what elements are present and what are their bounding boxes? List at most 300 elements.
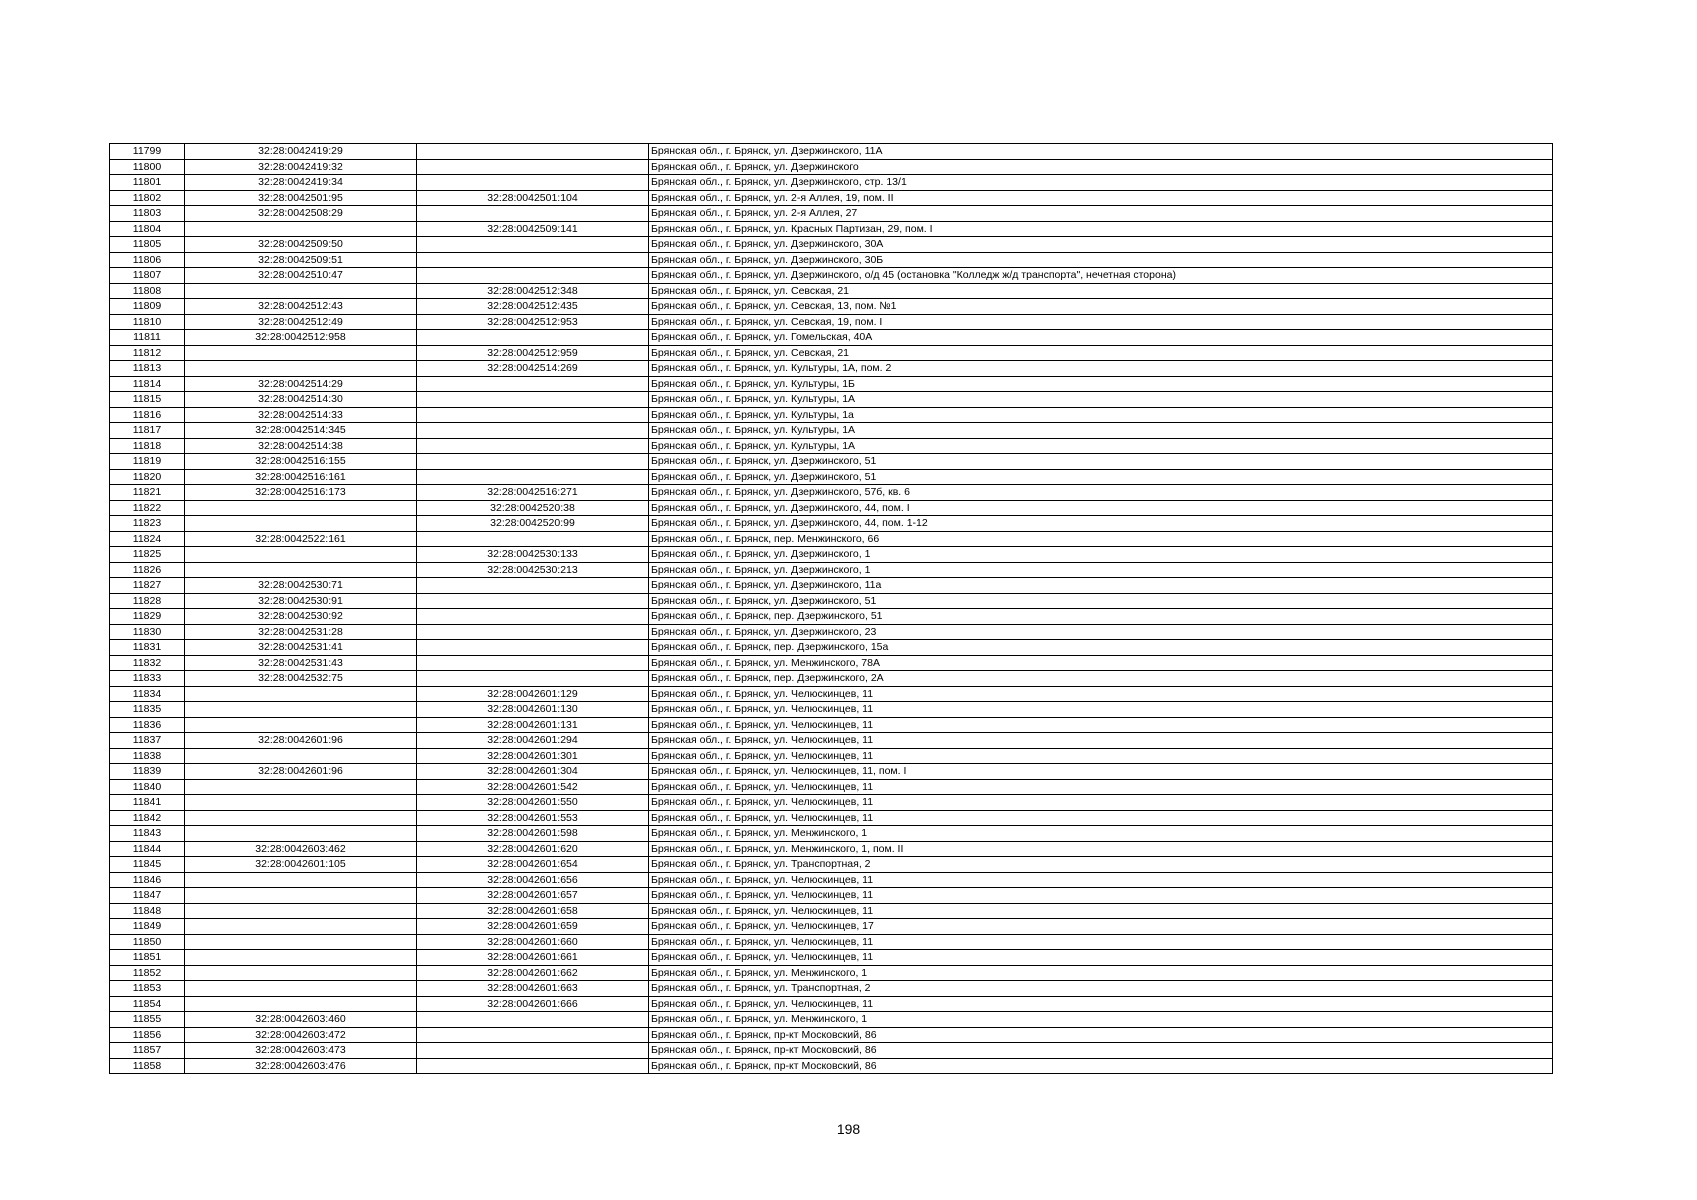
building-cadastral-number-cell (417, 655, 649, 671)
land-cadastral-number-cell: 32:28:0042532:75 (185, 671, 417, 687)
building-cadastral-number-cell: 32:28:0042601:129 (417, 686, 649, 702)
row-number-cell: 11841 (110, 795, 185, 811)
address-cell: Брянская обл., г. Брянск, ул. Дзержинского, 51 (649, 454, 1553, 470)
row-number-cell: 11805 (110, 237, 185, 253)
table-row (110, 965, 1553, 981)
table-row (110, 376, 1553, 392)
table-row (110, 283, 1553, 299)
table-row (110, 485, 1553, 501)
land-cadastral-number-cell: 32:28:0042603:476 (185, 1058, 417, 1074)
address-cell: Брянская обл., г. Брянск, ул. Дзержинского, 1 (649, 562, 1553, 578)
row-number-cell: 11810 (110, 314, 185, 330)
land-cadastral-number-cell: 32:28:0042514:38 (185, 438, 417, 454)
row-number-cell: 11806 (110, 252, 185, 268)
building-cadastral-number-cell (417, 330, 649, 346)
building-cadastral-number-cell (417, 1043, 649, 1059)
land-cadastral-number-cell (185, 981, 417, 997)
address-cell: Брянская обл., г. Брянск, ул. Челюскинцев, 11 (649, 903, 1553, 919)
table-row (110, 919, 1553, 935)
address-cell: Брянская обл., г. Брянск, ул. Культуры, 1А (649, 438, 1553, 454)
building-cadastral-number-cell: 32:28:0042601:130 (417, 702, 649, 718)
row-number-cell: 11814 (110, 376, 185, 392)
row-number-cell: 11828 (110, 593, 185, 609)
land-cadastral-number-cell: 32:28:0042531:43 (185, 655, 417, 671)
table-row (110, 702, 1553, 718)
building-cadastral-number-cell (417, 407, 649, 423)
building-cadastral-number-cell: 32:28:0042601:620 (417, 841, 649, 857)
land-cadastral-number-cell (185, 361, 417, 377)
building-cadastral-number-cell: 32:28:0042514:269 (417, 361, 649, 377)
table-row (110, 578, 1553, 594)
table-row (110, 438, 1553, 454)
row-number-cell: 11836 (110, 717, 185, 733)
land-cadastral-number-cell: 32:28:0042603:460 (185, 1012, 417, 1028)
land-cadastral-number-cell: 32:28:0042601:96 (185, 733, 417, 749)
land-cadastral-number-cell (185, 717, 417, 733)
table-row (110, 221, 1553, 237)
address-cell: Брянская обл., г. Брянск, ул. Челюскинцев, 11 (649, 934, 1553, 950)
building-cadastral-number-cell (417, 1012, 649, 1028)
building-cadastral-number-cell: 32:28:0042601:304 (417, 764, 649, 780)
row-number-cell: 11838 (110, 748, 185, 764)
address-cell: Брянская обл., г. Брянск, ул. Дзержинского, 23 (649, 624, 1553, 640)
building-cadastral-number-cell (417, 392, 649, 408)
land-cadastral-number-cell: 32:28:0042516:161 (185, 469, 417, 485)
table-row (110, 640, 1553, 656)
table-row (110, 1043, 1553, 1059)
table-row (110, 903, 1553, 919)
land-cadastral-number-cell: 32:28:0042516:173 (185, 485, 417, 501)
address-cell: Брянская обл., г. Брянск, ул. Челюскинцев, 11 (649, 733, 1553, 749)
table-row (110, 345, 1553, 361)
table-row (110, 717, 1553, 733)
address-cell: Брянская обл., г. Брянск, ул. Челюскинцев, 11 (649, 748, 1553, 764)
row-number-cell: 11851 (110, 950, 185, 966)
address-cell: Брянская обл., г. Брянск, ул. Культуры, 1а (649, 407, 1553, 423)
land-cadastral-number-cell (185, 919, 417, 935)
row-number-cell: 11822 (110, 500, 185, 516)
address-cell: Брянская обл., г. Брянск, ул. Менжинского, 78А (649, 655, 1553, 671)
row-number-cell: 11843 (110, 826, 185, 842)
address-cell: Брянская обл., г. Брянск, ул. 2-я Аллея, 27 (649, 206, 1553, 222)
table-row (110, 872, 1553, 888)
row-number-cell: 11850 (110, 934, 185, 950)
land-cadastral-number-cell: 32:28:0042514:33 (185, 407, 417, 423)
row-number-cell: 11807 (110, 268, 185, 284)
address-cell: Брянская обл., г. Брянск, ул. Дзержинского (649, 159, 1553, 175)
land-cadastral-number-cell: 32:28:0042531:41 (185, 640, 417, 656)
table-row (110, 795, 1553, 811)
building-cadastral-number-cell: 32:28:0042601:654 (417, 857, 649, 873)
table-row (110, 547, 1553, 563)
row-number-cell: 11837 (110, 733, 185, 749)
building-cadastral-number-cell: 32:28:0042601:598 (417, 826, 649, 842)
row-number-cell: 11816 (110, 407, 185, 423)
table-row (110, 500, 1553, 516)
row-number-cell: 11857 (110, 1043, 185, 1059)
table-row (110, 407, 1553, 423)
address-cell: Брянская обл., г. Брянск, ул. Культуры, 1А (649, 423, 1553, 439)
address-cell: Брянская обл., г. Брянск, ул. Севская, 21 (649, 283, 1553, 299)
row-number-cell: 11804 (110, 221, 185, 237)
building-cadastral-number-cell (417, 1027, 649, 1043)
building-cadastral-number-cell (417, 438, 649, 454)
row-number-cell: 11817 (110, 423, 185, 439)
table-row (110, 144, 1553, 160)
table-row (110, 268, 1553, 284)
table-row (110, 981, 1553, 997)
land-cadastral-number-cell: 32:28:0042530:71 (185, 578, 417, 594)
land-cadastral-number-cell: 32:28:0042603:473 (185, 1043, 417, 1059)
land-cadastral-number-cell (185, 748, 417, 764)
building-cadastral-number-cell: 32:28:0042601:542 (417, 779, 649, 795)
address-cell: Брянская обл., г. Брянск, ул. Челюскинцев, 11 (649, 686, 1553, 702)
table-row (110, 159, 1553, 175)
table-row (110, 531, 1553, 547)
building-cadastral-number-cell: 32:28:0042601:657 (417, 888, 649, 904)
building-cadastral-number-cell: 32:28:0042520:38 (417, 500, 649, 516)
land-cadastral-number-cell (185, 562, 417, 578)
building-cadastral-number-cell (417, 624, 649, 640)
table-row (110, 562, 1553, 578)
building-cadastral-number-cell: 32:28:0042601:660 (417, 934, 649, 950)
building-cadastral-number-cell (417, 454, 649, 470)
building-cadastral-number-cell (417, 206, 649, 222)
address-cell: Брянская обл., г. Брянск, ул. Дзержинского, стр. 13/1 (649, 175, 1553, 191)
row-number-cell: 11813 (110, 361, 185, 377)
land-cadastral-number-cell (185, 872, 417, 888)
building-cadastral-number-cell (417, 531, 649, 547)
row-number-cell: 11812 (110, 345, 185, 361)
land-cadastral-number-cell (185, 795, 417, 811)
land-cadastral-number-cell (185, 283, 417, 299)
building-cadastral-number-cell (417, 593, 649, 609)
address-cell: Брянская обл., г. Брянск, ул. Транспортная, 2 (649, 981, 1553, 997)
land-cadastral-number-cell: 32:28:0042512:43 (185, 299, 417, 315)
row-number-cell: 11845 (110, 857, 185, 873)
address-cell: Брянская обл., г. Брянск, ул. Культуры, 1А, пом. 2 (649, 361, 1553, 377)
land-cadastral-number-cell: 32:28:0042419:29 (185, 144, 417, 160)
row-number-cell: 11830 (110, 624, 185, 640)
address-cell: Брянская обл., г. Брянск, пер. Менжинского, 66 (649, 531, 1553, 547)
land-cadastral-number-cell: 32:28:0042512:49 (185, 314, 417, 330)
address-cell: Брянская обл., г. Брянск, ул. Челюскинцев, 11 (649, 872, 1553, 888)
address-cell: Брянская обл., г. Брянск, ул. Севская, 13, пом. №1 (649, 299, 1553, 315)
row-number-cell: 11811 (110, 330, 185, 346)
building-cadastral-number-cell (417, 671, 649, 687)
land-cadastral-number-cell (185, 810, 417, 826)
address-cell: Брянская обл., г. Брянск, ул. Дзержинского, 1 (649, 547, 1553, 563)
address-cell: Брянская обл., г. Брянск, ул. Дзержинского, 51 (649, 593, 1553, 609)
row-number-cell: 11853 (110, 981, 185, 997)
table-row (110, 593, 1553, 609)
land-cadastral-number-cell: 32:28:0042514:30 (185, 392, 417, 408)
row-number-cell: 11831 (110, 640, 185, 656)
land-cadastral-number-cell: 32:28:0042509:51 (185, 252, 417, 268)
address-cell: Брянская обл., г. Брянск, ул. Челюскинцев, 11 (649, 717, 1553, 733)
address-cell: Брянская обл., г. Брянск, ул. Челюскинцев, 17 (649, 919, 1553, 935)
address-cell: Брянская обл., г. Брянск, пр-кт Московский, 86 (649, 1043, 1553, 1059)
address-cell: Брянская обл., г. Брянск, ул. Дзержинского, 51 (649, 469, 1553, 485)
land-cadastral-number-cell: 32:28:0042530:92 (185, 609, 417, 625)
row-number-cell: 11840 (110, 779, 185, 795)
address-cell: Брянская обл., г. Брянск, ул. Дзержинского, 11а (649, 578, 1553, 594)
building-cadastral-number-cell (417, 609, 649, 625)
address-cell: Брянская обл., г. Брянск, ул. Красных Партизан, 29, пом. I (649, 221, 1553, 237)
building-cadastral-number-cell (417, 469, 649, 485)
row-number-cell: 11846 (110, 872, 185, 888)
land-cadastral-number-cell (185, 996, 417, 1012)
row-number-cell: 11842 (110, 810, 185, 826)
address-cell: Брянская обл., г. Брянск, ул. Менжинского, 1 (649, 826, 1553, 842)
building-cadastral-number-cell (417, 252, 649, 268)
land-cadastral-number-cell: 32:28:0042514:345 (185, 423, 417, 439)
table-row (110, 252, 1553, 268)
building-cadastral-number-cell: 32:28:0042530:213 (417, 562, 649, 578)
row-number-cell: 11824 (110, 531, 185, 547)
land-cadastral-number-cell (185, 547, 417, 563)
table-row (110, 733, 1553, 749)
table-row (110, 1012, 1553, 1028)
table-row (110, 748, 1553, 764)
table-row (110, 392, 1553, 408)
land-cadastral-number-cell: 32:28:0042509:50 (185, 237, 417, 253)
building-cadastral-number-cell: 32:28:0042601:131 (417, 717, 649, 733)
row-number-cell: 11819 (110, 454, 185, 470)
building-cadastral-number-cell (417, 423, 649, 439)
building-cadastral-number-cell: 32:28:0042512:348 (417, 283, 649, 299)
address-cell: Брянская обл., г. Брянск, ул. Челюскинцев, 11 (649, 779, 1553, 795)
table-row (110, 423, 1553, 439)
table-row (110, 237, 1553, 253)
table-row (110, 1058, 1553, 1074)
address-cell: Брянская обл., г. Брянск, пер. Дзержинского, 51 (649, 609, 1553, 625)
address-cell: Брянская обл., г. Брянск, пер. Дзержинского, 2А (649, 671, 1553, 687)
land-cadastral-number-cell: 32:28:0042522:161 (185, 531, 417, 547)
row-number-cell: 11852 (110, 965, 185, 981)
building-cadastral-number-cell: 32:28:0042509:141 (417, 221, 649, 237)
row-number-cell: 11799 (110, 144, 185, 160)
building-cadastral-number-cell: 32:28:0042601:666 (417, 996, 649, 1012)
address-cell: Брянская обл., г. Брянск, ул. Дзержинского, 44, пом. 1-12 (649, 516, 1553, 532)
address-cell: Брянская обл., г. Брянск, ул. Культуры, 1А (649, 392, 1553, 408)
building-cadastral-number-cell: 32:28:0042601:662 (417, 965, 649, 981)
land-cadastral-number-cell (185, 888, 417, 904)
row-number-cell: 11821 (110, 485, 185, 501)
building-cadastral-number-cell: 32:28:0042530:133 (417, 547, 649, 563)
table-row (110, 206, 1553, 222)
page-number: 198 (836, 1121, 861, 1137)
land-cadastral-number-cell: 32:28:0042510:47 (185, 268, 417, 284)
table-row (110, 888, 1553, 904)
table-row (110, 314, 1553, 330)
land-cadastral-number-cell (185, 965, 417, 981)
building-cadastral-number-cell (417, 578, 649, 594)
row-number-cell: 11802 (110, 190, 185, 206)
table-row (110, 826, 1553, 842)
address-cell: Брянская обл., г. Брянск, ул. Менжинского, 1, пом. II (649, 841, 1553, 857)
address-cell: Брянская обл., г. Брянск, ул. Челюскинцев, 11 (649, 888, 1553, 904)
address-cell: Брянская обл., г. Брянск, ул. Дзержинского, 11А (649, 144, 1553, 160)
table-row (110, 950, 1553, 966)
table-row (110, 686, 1553, 702)
address-cell: Брянская обл., г. Брянск, ул. Гомельская, 40А (649, 330, 1553, 346)
land-cadastral-number-cell (185, 345, 417, 361)
row-number-cell: 11825 (110, 547, 185, 563)
table-row (110, 190, 1553, 206)
row-number-cell: 11856 (110, 1027, 185, 1043)
address-cell: Брянская обл., г. Брянск, ул. Дзержинского, о/д 45 (остановка "Колледж ж/д транспорта", нечетная сторона) (649, 268, 1553, 284)
registry-table-container (109, 143, 1552, 1074)
table-row (110, 655, 1553, 671)
land-cadastral-number-cell (185, 903, 417, 919)
building-cadastral-number-cell: 32:28:0042601:301 (417, 748, 649, 764)
building-cadastral-number-cell: 32:28:0042601:661 (417, 950, 649, 966)
building-cadastral-number-cell (417, 640, 649, 656)
land-cadastral-number-cell (185, 779, 417, 795)
address-cell: Брянская обл., г. Брянск, ул. Дзержинского, 30А (649, 237, 1553, 253)
address-cell: Брянская обл., г. Брянск, ул. Транспортная, 2 (649, 857, 1553, 873)
land-cadastral-number-cell: 32:28:0042603:462 (185, 841, 417, 857)
building-cadastral-number-cell (417, 159, 649, 175)
row-number-cell: 11832 (110, 655, 185, 671)
address-cell: Брянская обл., г. Брянск, ул. Челюскинцев, 11 (649, 702, 1553, 718)
table-row (110, 810, 1553, 826)
building-cadastral-number-cell: 32:28:0042512:435 (417, 299, 649, 315)
land-cadastral-number-cell: 32:28:0042508:29 (185, 206, 417, 222)
registry-table-body (110, 144, 1553, 1074)
building-cadastral-number-cell: 32:28:0042601:294 (417, 733, 649, 749)
address-cell: Брянская обл., г. Брянск, пр-кт Московский, 86 (649, 1027, 1553, 1043)
building-cadastral-number-cell: 32:28:0042601:658 (417, 903, 649, 919)
address-cell: Брянская обл., г. Брянск, ул. Севская, 21 (649, 345, 1553, 361)
building-cadastral-number-cell: 32:28:0042512:953 (417, 314, 649, 330)
land-cadastral-number-cell (185, 702, 417, 718)
row-number-cell: 11855 (110, 1012, 185, 1028)
land-cadastral-number-cell: 32:28:0042419:32 (185, 159, 417, 175)
address-cell: Брянская обл., г. Брянск, пр-кт Московский, 86 (649, 1058, 1553, 1074)
address-cell: Брянская обл., г. Брянск, ул. Менжинского, 1 (649, 1012, 1553, 1028)
building-cadastral-number-cell: 32:28:0042601:663 (417, 981, 649, 997)
building-cadastral-number-cell: 32:28:0042512:959 (417, 345, 649, 361)
table-row (110, 609, 1553, 625)
row-number-cell: 11847 (110, 888, 185, 904)
land-cadastral-number-cell: 32:28:0042501:95 (185, 190, 417, 206)
row-number-cell: 11818 (110, 438, 185, 454)
building-cadastral-number-cell: 32:28:0042520:99 (417, 516, 649, 532)
building-cadastral-number-cell: 32:28:0042601:656 (417, 872, 649, 888)
registry-table (109, 143, 1553, 1074)
land-cadastral-number-cell: 32:28:0042419:34 (185, 175, 417, 191)
row-number-cell: 11835 (110, 702, 185, 718)
address-cell: Брянская обл., г. Брянск, ул. Дзержинского, 30Б (649, 252, 1553, 268)
address-cell: Брянская обл., г. Брянск, ул. Культуры, 1Б (649, 376, 1553, 392)
land-cadastral-number-cell (185, 934, 417, 950)
address-cell: Брянская обл., г. Брянск, ул. Челюскинцев, 11, пом. I (649, 764, 1553, 780)
building-cadastral-number-cell: 32:28:0042516:271 (417, 485, 649, 501)
table-row (110, 175, 1553, 191)
table-row (110, 516, 1553, 532)
land-cadastral-number-cell: 32:28:0042601:96 (185, 764, 417, 780)
land-cadastral-number-cell: 32:28:0042531:28 (185, 624, 417, 640)
table-row (110, 779, 1553, 795)
row-number-cell: 11826 (110, 562, 185, 578)
land-cadastral-number-cell (185, 221, 417, 237)
table-row (110, 454, 1553, 470)
row-number-cell: 11844 (110, 841, 185, 857)
table-row (110, 934, 1553, 950)
building-cadastral-number-cell: 32:28:0042601:659 (417, 919, 649, 935)
building-cadastral-number-cell (417, 175, 649, 191)
land-cadastral-number-cell (185, 686, 417, 702)
table-row (110, 624, 1553, 640)
building-cadastral-number-cell (417, 268, 649, 284)
land-cadastral-number-cell: 32:28:0042530:91 (185, 593, 417, 609)
land-cadastral-number-cell (185, 500, 417, 516)
address-cell: Брянская обл., г. Брянск, ул. 2-я Аллея, 19, пом. II (649, 190, 1553, 206)
table-row (110, 857, 1553, 873)
row-number-cell: 11823 (110, 516, 185, 532)
table-row (110, 671, 1553, 687)
address-cell: Брянская обл., г. Брянск, ул. Менжинского, 1 (649, 965, 1553, 981)
table-row (110, 469, 1553, 485)
land-cadastral-number-cell: 32:28:0042601:105 (185, 857, 417, 873)
building-cadastral-number-cell (417, 1058, 649, 1074)
row-number-cell: 11827 (110, 578, 185, 594)
land-cadastral-number-cell (185, 950, 417, 966)
land-cadastral-number-cell: 32:28:0042603:472 (185, 1027, 417, 1043)
address-cell: Брянская обл., г. Брянск, ул. Севская, 19, пом. I (649, 314, 1553, 330)
table-row (110, 996, 1553, 1012)
address-cell: Брянская обл., г. Брянск, ул. Челюскинцев, 11 (649, 795, 1553, 811)
row-number-cell: 11839 (110, 764, 185, 780)
table-row (110, 330, 1553, 346)
row-number-cell: 11808 (110, 283, 185, 299)
land-cadastral-number-cell (185, 826, 417, 842)
row-number-cell: 11809 (110, 299, 185, 315)
row-number-cell: 11833 (110, 671, 185, 687)
row-number-cell: 11854 (110, 996, 185, 1012)
address-cell: Брянская обл., г. Брянск, ул. Челюскинцев, 11 (649, 950, 1553, 966)
building-cadastral-number-cell: 32:28:0042601:553 (417, 810, 649, 826)
address-cell: Брянская обл., г. Брянск, ул. Челюскинцев, 11 (649, 810, 1553, 826)
building-cadastral-number-cell: 32:28:0042601:550 (417, 795, 649, 811)
row-number-cell: 11800 (110, 159, 185, 175)
building-cadastral-number-cell (417, 237, 649, 253)
row-number-cell: 11834 (110, 686, 185, 702)
land-cadastral-number-cell: 32:28:0042516:155 (185, 454, 417, 470)
table-row (110, 841, 1553, 857)
land-cadastral-number-cell (185, 516, 417, 532)
land-cadastral-number-cell: 32:28:0042512:958 (185, 330, 417, 346)
row-number-cell: 11803 (110, 206, 185, 222)
row-number-cell: 11829 (110, 609, 185, 625)
building-cadastral-number-cell: 32:28:0042501:104 (417, 190, 649, 206)
building-cadastral-number-cell (417, 376, 649, 392)
address-cell: Брянская обл., г. Брянск, пер. Дзержинского, 15а (649, 640, 1553, 656)
address-cell: Брянская обл., г. Брянск, ул. Челюскинцев, 11 (649, 996, 1553, 1012)
table-row (110, 764, 1553, 780)
land-cadastral-number-cell: 32:28:0042514:29 (185, 376, 417, 392)
address-cell: Брянская обл., г. Брянск, ул. Дзержинского, 57б, кв. 6 (649, 485, 1553, 501)
building-cadastral-number-cell (417, 144, 649, 160)
address-cell: Брянская обл., г. Брянск, ул. Дзержинского, 44, пом. I (649, 500, 1553, 516)
row-number-cell: 11801 (110, 175, 185, 191)
table-row (110, 299, 1553, 315)
row-number-cell: 11815 (110, 392, 185, 408)
row-number-cell: 11848 (110, 903, 185, 919)
table-row (110, 361, 1553, 377)
